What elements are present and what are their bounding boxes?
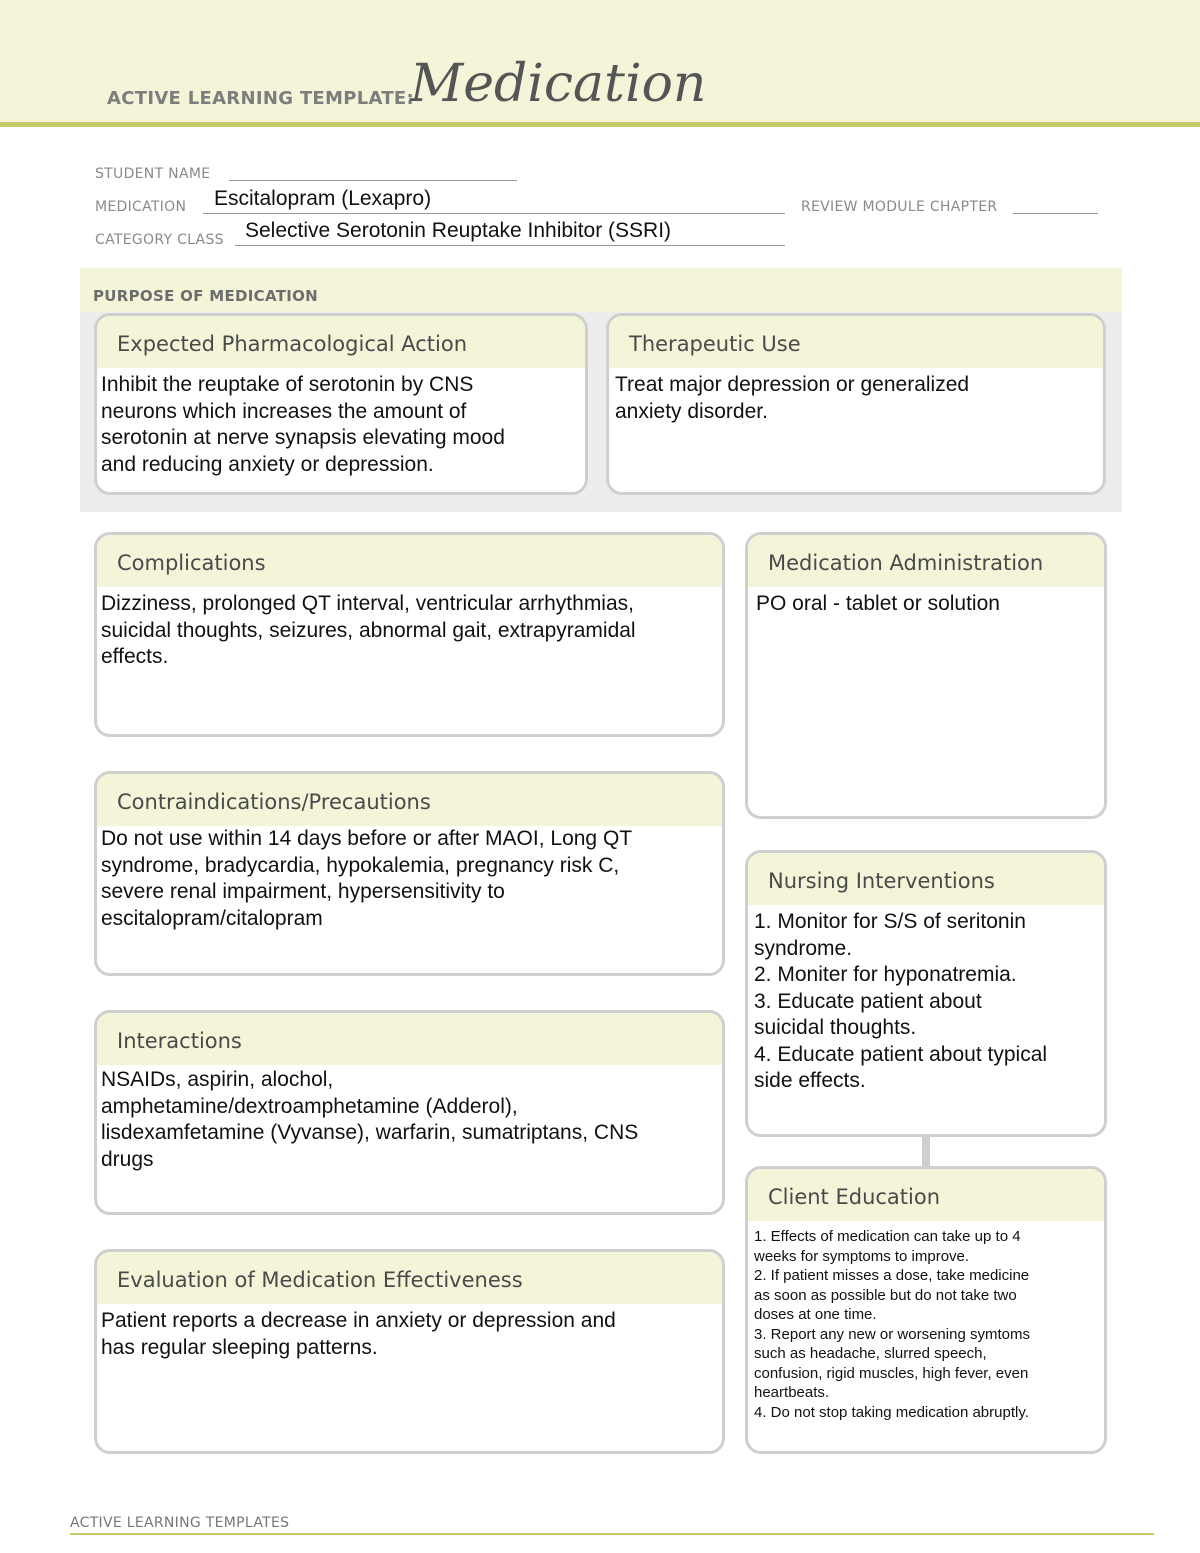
client-education-card (745, 1166, 1107, 1454)
evaluation-text[interactable]: Patient reports a decrease in anxiety or depression and has regular sleeping patterns. (101, 1309, 616, 1359)
expected-action-title: Expected Pharmacological Action (97, 316, 585, 368)
evaluation-title: Evaluation of Medication Effectiveness (97, 1252, 722, 1304)
medication-label: MEDICATION (95, 199, 187, 215)
nursing-interventions-title: Nursing Interventions (748, 853, 1104, 905)
category-class-value: Selective Serotonin Reuptake Inhibitor (SSRI) (245, 219, 672, 242)
category-class-label: CATEGORY CLASS (95, 232, 224, 248)
complications-text[interactable]: Dizziness, prolonged QT interval, ventricular arrhythmias, suicidal thoughts, seizures, abnormal gait, extrapyramidal effects. (101, 592, 636, 668)
footer-divider (70, 1533, 1154, 1535)
interactions-title: Interactions (97, 1013, 722, 1065)
student-name-label: STUDENT NAME (95, 166, 211, 182)
interactions-card (94, 1010, 725, 1215)
footer-label: ACTIVE LEARNING TEMPLATES (70, 1515, 290, 1531)
medication-administration-card (745, 532, 1107, 819)
contraindications-card (94, 771, 725, 976)
template-label: ACTIVE LEARNING TEMPLATE: (107, 88, 414, 109)
contraindications-text[interactable]: Do not use within 14 days before or after MAOI, Long QT syndrome, bradycardia, hypokalemia, pregnancy risk C, severe renal impairment, hypersensitivity to escitalopram/citalopram (101, 827, 633, 930)
complications-card (94, 532, 725, 737)
nursing-interventions-card (745, 850, 1107, 1137)
header-divider (0, 122, 1200, 127)
complications-title: Complications (97, 535, 722, 587)
medication-administration-title: Medication Administration (748, 535, 1104, 587)
client-education-text[interactable]: 1. Effects of medication can take up to 4 weeks for symptoms to improve. 2. If patient misses a dose, take medicine as soon as possible but do not take two doses at one time. 3. Report any new or worsening symtoms such as headache, slurred speech, confusion, rigid muscles, high fever, even heartbeats. 4. Do not stop taking medication abruptly. (754, 1228, 1030, 1421)
therapeutic-use-text[interactable]: Treat major depression or generalized anxiety disorder. (615, 373, 970, 423)
page-title: Medication (410, 54, 707, 114)
review-module-label: REVIEW MODULE CHAPTER (801, 199, 998, 215)
therapeutic-use-title: Therapeutic Use (609, 316, 1103, 368)
student-name-field[interactable] (229, 180, 517, 181)
purpose-label: PURPOSE OF MEDICATION (93, 287, 319, 305)
evaluation-card (94, 1249, 725, 1454)
expected-action-text[interactable]: Inhibit the reuptake of serotonin by CNS neurons which increases the amount of serotonin at nerve synapsis elevating mood and reducing anxiety or depression. (101, 373, 505, 476)
expected-action-card (94, 313, 588, 495)
medication-administration-text[interactable]: PO oral - tablet or solution (756, 592, 1000, 615)
contraindications-title: Contraindications/Precautions (97, 774, 722, 826)
medication-value: Escitalopram (Lexapro) (214, 187, 432, 210)
category-class-field[interactable] (235, 245, 785, 246)
interactions-text[interactable]: NSAIDs, aspirin, alochol, amphetamine/dextroamphetamine (Adderol), lisdexamfetamine (Vyvanse), warfarin, sumatriptans, CNS drugs (101, 1068, 639, 1171)
client-education-title: Client Education (748, 1169, 1104, 1221)
therapeutic-use-card (606, 313, 1106, 495)
connector-line (922, 1134, 930, 1166)
nursing-interventions-text[interactable]: 1. Monitor for S/S of seritonin syndrome. 2. Moniter for hyponatremia. 3. Educate patient about suicidal thoughts. 4. Educate patient about typical side effects. (754, 910, 1048, 1092)
review-module-field[interactable] (1013, 213, 1098, 214)
medication-field[interactable] (203, 213, 785, 214)
